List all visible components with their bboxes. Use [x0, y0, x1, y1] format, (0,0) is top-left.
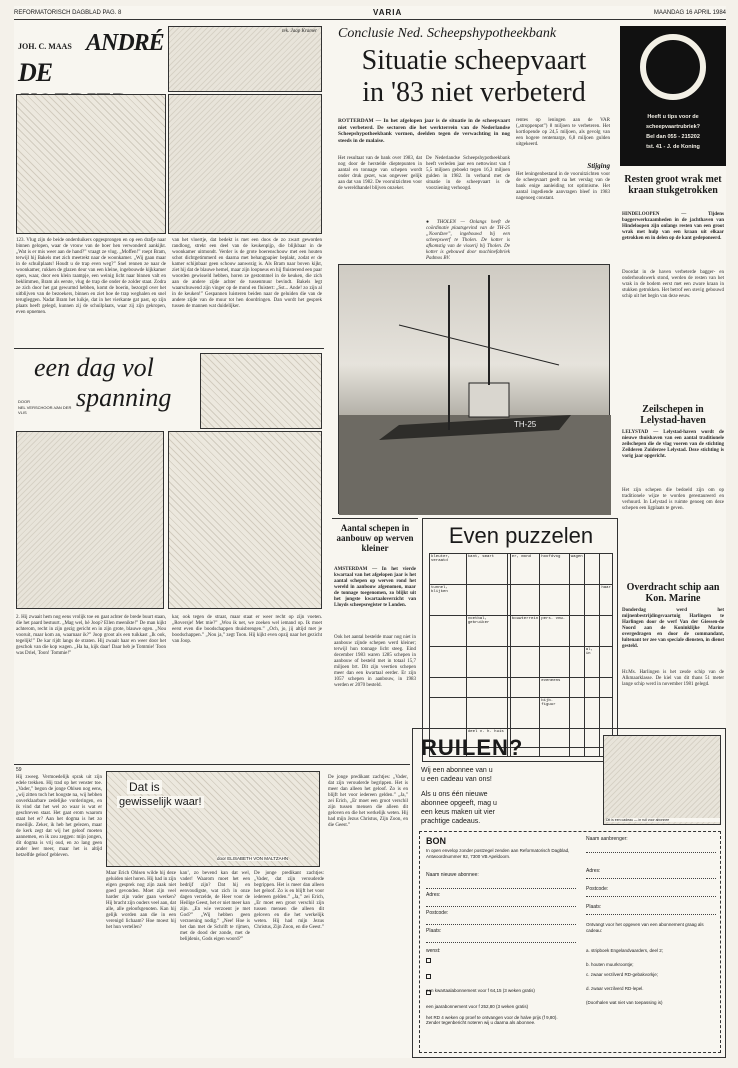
serial-illustration — [106, 771, 320, 867]
puzzle-grid — [429, 553, 613, 757]
feature-body1: Het resultaat van de bank over 1983, dat nog door de herstelde dieptepunten in aantal en tonnage van schepen wordt onder druk gezet, was ongeveer gelijk aan dat van 1982. De vooruitzichten voor de wereldhandel blijven onzeker. — [338, 156, 422, 191]
puzzle-box — [422, 518, 618, 762]
gift-d[interactable]: d. zwaar verzilverd RD-lepel. — [586, 986, 644, 991]
option1-checkbox[interactable] — [426, 958, 431, 963]
story2-body: Het zijn schepen die bedoeld zijn om op traditionele wijze te worden gerestaureerd en verhuurd. In Lelystad is ruimte genoeg om deze schepen een ligplaats te geven. — [622, 488, 724, 511]
serial-title-2: gewisselijk waar! — [119, 796, 202, 808]
comic2-panel-left — [16, 431, 164, 609]
story2-head: Zeilschepen in Lelystad-haven — [640, 404, 706, 426]
puzzle-cell[interactable] — [569, 647, 584, 678]
feature-scheepvaart — [332, 24, 616, 516]
puzzle-row — [430, 554, 613, 585]
field-aanbrenger-input[interactable] — [586, 852, 716, 853]
puzzle-cell[interactable]: kant, smart — [466, 554, 507, 585]
puzzle-cell[interactable] — [540, 647, 569, 678]
masthead-section: VARIA — [372, 8, 403, 17]
comic1-panel-right — [168, 94, 322, 234]
serial-col3: kan’, zo bevend kan dat wel, vader! Waarom moet het een bedrijf zijn? Dat hij en eenvoudigste, wat zich in onze dagen verzelde, de Heer voor de Heilige Geest, het er niet meer kan zijn. „En wie verzoent je met God?” „Wij hebben geen verzoening nodig.” „Nee! Hoe is het dan met de Schrift te rijmen, met de dood der zonde, met de belijdenis, Gods eigen woord?” — [180, 871, 250, 942]
serial-col5: De jonge predikant zachtjes: „Vader, dat zijn verouderde begrippen. Het is meer dan alleen het geloof. Zo is en blijft het voor iedereen gelden.” „Ja,” zei Erich, „Er moet een groot verschil zijn tussen mensen die alleen dit geloven en die het werkelijk weten. Hij had mijn Jezus Christus, Zijn Zoon, en die Geest.” — [328, 775, 408, 828]
puzzle-cell[interactable] — [600, 697, 613, 728]
puzzle-row — [430, 647, 613, 678]
puzzle-cell[interactable] — [569, 616, 584, 647]
feature-body2: De Nederlandse Scheepshypotheekbank heeft verleden jaar een nettowinst van f 5,5 miljoen geboekt tegen 16,3 miljoen gulden in 1982. In verband met de situatie in de scheepvaart is de voorziening verhoogd. — [426, 156, 510, 191]
puzzle-cell[interactable] — [466, 585, 507, 616]
comic1-text-right: van het vloertje, dat bedekt is met een doos de zo zwart geworden randloog, strekt een deel van de keukenpijp, die blijkbaar in de woonkamer uitmondt. Verder is de grote boerenschouw met een houten schot dichtgetimmerd en daarna met behangpapier beplakt, zodat er de kamer schijnbaar geen schouw aanwezig is. Als Bram naar boven kijkt, ziet hij dat de blauwe hemel, maar zijn loopneus en hij fluisterend een paar woorden gewisseld hebben, horen ze gestommel in de keuken, die zich aan de andere zijde achter de tussenmuur bevindt. Bakels legt waarschuwend zijn vinger op de mond en fluistert: „Sst... Ande! zo zijn al in de keuken!” Gespannen luisteren beiden naar de geluiden die van de andere zijde van de muur tot hen doordringen. Dan wordt het gesprek tussen de mannen wat duidelijker. — [172, 238, 322, 309]
puzzle-cell[interactable]: bijb. figuur — [540, 697, 569, 728]
serial-col2: Maar Erich Ohlsen wilde hij deze geluiden niet horen. Hij had in zijn eigen gesprek nog zijn zaak niet goed gevonden. Moet zijn veel harder zijn vader gaan werken? Hij bracht zijn ouders veel aan, dat alle, alle geloofsgenoten. Kan hij gelijk worden aan die in een verenigd lichaam? Hoe moest hij het hun vertellen? — [106, 871, 176, 930]
ontvangt-text: Ontvangt voor het opgeven van een abonnement graag als cadeau: — [586, 922, 704, 933]
comic2-byline-prefix: DOOR — [18, 399, 30, 404]
field-postcode2-label: Postcode: — [586, 886, 609, 892]
comic2-title-line2: spanning — [76, 383, 172, 412]
comic1-panel-left — [16, 94, 166, 234]
field-plaats2-input[interactable] — [586, 914, 716, 915]
masthead-date: MAANDAG 16 APRIL 1984 — [653, 9, 726, 16]
field-plaats2-label: Plaats: — [586, 904, 602, 910]
field-new-postcode-input[interactable] — [426, 924, 576, 925]
feature-body3: rentes op leningen aan de VAR („stroppenpot”) 8 miljoen te verbeteren. Het kortlopende op 24,5 miljoen, als gevolg van een hogere rentemarge, 6,8 miljoen gulden uitgekeerd. — [516, 118, 610, 147]
gift-b[interactable]: b. houten muurkroontje; — [586, 962, 634, 967]
puzzle-cell[interactable] — [600, 647, 613, 678]
puzzle-cell[interactable] — [569, 678, 584, 698]
comic1-text-left: 123. Vlug zijn de beide onderduikers opgesprongen en op een drafje naar binnen gelopen, waar de vrouw van de boer hen verwonderd aankijkt. „Wat is er mis weer aan de hand?” vraagt ze vlug. „Moffen!” roept Bram, terwijl hij Bakels met zich meetrekt naar de woonkamer. „Wij gaan maar in de schuilplaats! Houdt u de trap even weg?” Snel rennen ze naar de woonkamer, rukken de glazen deur van een kleine, ingebouwde kijkkamer open, waar, door een klein raampje, een weinig licht naar binnen valt en beklimmen, Bram als eerste, vlug de trap die onder de zolder staat. Zodra ze zich door het gat gewurmd hebben, komt de boerin, bezorgd over het uitblijven van de bezoekers, binnen en ziet hoe de trap weghalen en snel terugleggen. Nadat Bram het luikje, dat in het vierkante gat past, op zijn plaats heeft gelegd, kunnen zij de schuilplaats, waar zij zijn gekropen, even opnemen. — [16, 238, 166, 315]
ruilen-intro2: u een cadeau van ons! — [421, 776, 492, 783]
puzzle-row — [430, 678, 613, 698]
field-adres2-label: Adres: — [586, 868, 601, 874]
puzzle-cell[interactable]: pers. vnw. — [540, 616, 569, 647]
ruilen-body4: prachtige cadeaus. — [421, 818, 481, 825]
serial-col1: Hij zweeg. Vermoedelijk sprak uit zijn edele trekken. Hij trad op het venster toe. „Vader,” begon de jonge Ohlsen nog eens, „wij zitten toch het hoogste na, wij hebben onverklaarbare zedelijke vorderingen, en ik vind dat het wel zo waar is wat er geschreven staat. Het gaat erom waarom staat het er? Aan het dogma is het zo moeilijk. Zeker, ik heb het gelezen, maar de kerk zegt dat wij het geloof moeten aannemen, en ik zou zeggen: mijn jongen, dit dogma is vrij oud, en zo lang geen ander leer meer, maar het is altijd hetzelfde geloof gebleven. — [16, 775, 102, 858]
story1-body: Doordat in de haven verbeterde bagger- en onderhoudswerk stond, werden de resten van het wrak in de bodem eerst met een zware kraan in stukken getrokken. Het betrof een stevig gebouwd schip uit het begin van deze eeuw. — [622, 270, 724, 299]
ruilen-ad — [412, 728, 726, 1058]
story1-lead: HINDELOOPEN — Tijdens baggerwerkzaamheden in de jachthaven van Hindeloopen zijn onlangs resten van een groot wrak met hulp van een kraan uit elkaar getrokken en in delen op de kant gedeponeerd. — [622, 212, 724, 241]
puzzle-cell[interactable]: voetbal, gebruiker — [466, 616, 507, 647]
masthead-left: REFORMATORISCH DAGBLAD PAG. 8 — [14, 9, 122, 16]
field-adres2-input[interactable] — [586, 878, 716, 879]
puzzle-cell[interactable]: haar — [600, 585, 613, 616]
comic2-text-right: kar, ook tegen de straat, maar staat er weer recht op zijn voeten. „Roversje! Met mie?” „Wou ik net, we zoeken wel iemand op. Ik moet eerst even die boodschappen thuisbrengen.” „Och, jo, jij altijd met je boodschappen.” „Nou ja,” zegt Toon. Hij kijkt even opzij naar het gezicht van Joop. — [172, 615, 322, 644]
puzzle-cell[interactable] — [430, 616, 467, 647]
newspaper-page — [14, 6, 726, 1058]
ruilen-body1: Als u ons één nieuwe — [421, 791, 488, 798]
serial-title-1: Dat is — [129, 780, 160, 794]
hull-number: TH-25 — [514, 420, 537, 429]
comic2-text-left: 2. Hij zwaait hem nog eens vrolijk toe en gaat achter de brede buurt staan, die het paard bestuurt. „Mag wel, hè Joop? Ellen meenikte!” De man kijkt achterom, recht in zijn gezig gericht en in zijn grote, blauwe ogen. „Nou vooruit, maar kom an, waarnaar ik?” Joop groot als een tuikkast „Ik ook, tegelijk!” De kar rijdt langs de straten. Hij zwaait haar en weer door het geschok van die kop wagen. „Ha ha, kijk daar! Daar heb je Tommie! Toon was Driel, Toon! Tommie!” — [16, 615, 166, 656]
ad1-line4: tst. 41 - J. de Koning — [646, 144, 700, 150]
field-postcode2-input[interactable] — [586, 896, 716, 897]
puzzle-cell[interactable]: hoofdvog — [540, 554, 569, 585]
feature-kicker: Conclusie Ned. Scheepshypotheekbank — [338, 26, 557, 41]
option2-label: een jaarabonnement voor f 252,80 (3 weken gratis) — [426, 1004, 529, 1009]
ruilen-intro1: Wij een abonnee van u — [421, 767, 493, 774]
comic1-title-line1: ANDRÉ — [86, 30, 164, 56]
puzzle-cell[interactable]: eveneens — [540, 678, 569, 698]
puzzle-cell[interactable] — [466, 697, 507, 728]
puzzle-cell[interactable] — [510, 678, 539, 698]
comic2-panel-right — [168, 431, 322, 609]
puzzle-cell[interactable] — [584, 697, 600, 728]
comic1-credit: tek. Jaap Kramer — [282, 29, 317, 34]
puzzle-cell[interactable] — [430, 647, 467, 678]
option3-row[interactable] — [426, 990, 576, 1028]
sidebar-right — [620, 24, 726, 724]
wenst-label: wenst: — [426, 948, 441, 954]
field-new-adres-label: Adres: — [426, 892, 441, 898]
ad1-line2: scheepvaartrubriek? — [645, 124, 701, 130]
ad1-line1: Heeft u tips voor de — [647, 114, 699, 120]
comic-andre — [14, 24, 324, 346]
masthead — [14, 6, 726, 20]
puzzle-cell[interactable] — [584, 554, 600, 585]
ship-wheel-graphic — [640, 34, 706, 100]
comic2-byline: NEL VERSCHOOR-VAN DER VLIS — [18, 405, 72, 415]
field-new-postcode-label: Postcode: — [426, 910, 449, 916]
wheelhouse — [469, 383, 509, 417]
ships-body: Ook het aantal bestelde maar nog niet in aanbouw zijnde schepen werd kleiner; terwijl hun tonnage licht steeg. Eind december 1983 waren 1285 schepen in aanbouw of besteld met in totaal 15,7 miljoen brt. Dit zijn veertien schepen meer dan een kwartaal eerder. Er zijn 1057 schepen in aanbouw, in 1983 werden er 2070 besteld. — [334, 635, 416, 688]
feature-subhead: Stijging — [587, 162, 610, 170]
ruilen-body2: abonnee opgeeft, mag u — [421, 800, 497, 807]
puzzle-cell[interactable] — [466, 647, 507, 678]
comic1-title-line2: DE — [18, 58, 53, 87]
puzzle-row — [430, 616, 613, 647]
puzzle-cell[interactable] — [510, 697, 539, 728]
ruilen-gifts-image — [603, 735, 721, 825]
field-new-plaats-input[interactable] — [426, 942, 576, 943]
comic1-panel-top-right — [168, 26, 322, 92]
puzzle-cell[interactable] — [540, 585, 569, 616]
feature-headline-2: in '83 niet verbeterd — [362, 77, 586, 108]
ships-article — [332, 518, 418, 762]
story2-lead: LELYSTAD — Lelystad-haven wordt de nieuwe thuishaven van een aantal traditionele zeilschepen die de vlag voeren van de stichting Zeilderen Zuiderzee Lelystad. Deze stichting is vorig jaar opgericht. — [622, 430, 724, 459]
puzzle-cell[interactable] — [430, 678, 467, 698]
comic2-panel-top-right — [200, 353, 322, 429]
story3-head: Overdracht schip aan Kon. Marine — [626, 582, 720, 604]
puzzle-row — [430, 585, 613, 616]
feature-body4: Het leningenbestand in de vooruitzichten voor de scheepvaart geeft na het verslag van de bank enige aanleiding tot optimisme. Het aantal ingediende aanvragen bleef in 1983 nagenoeg constant. — [516, 172, 610, 201]
option3-checkbox[interactable] — [426, 990, 431, 995]
puzzle-cell[interactable]: tunnel, blijken — [430, 585, 467, 616]
ruilen-title: RUILEN? — [421, 735, 524, 760]
feature-headline-1: Situatie scheepvaart — [361, 45, 587, 76]
feature-lead: ROTTERDAM — In het afgelopen jaar is de situatie in de scheepvaart niet verbeterd. De sectoren die het werkterrein van de Nederlandse Scheepshypotheekbank vormen, deelden tegen de verwachting in nog steeds in de malaise. — [338, 118, 510, 144]
option3-label: het RD 4 weken op proef te ontvangen voor de halve prijs (f 9,80). Zender tegenbericht noteren wij u daarna als abonnee. — [426, 1014, 558, 1025]
puzzle-cell[interactable] — [600, 616, 613, 647]
story3-lead: Donderdag werd het mijnenbestrijdingsvaartuig Harlingen te Harlingen door de werf Van der Giessen-de Noord aan de Koninklijke Marine overgedragen en door de commandant, luitenant ter zee van speciale diensten, in dienst gesteld. — [622, 608, 724, 649]
field-new-name-label: Naam nieuwe abonnee: — [426, 872, 479, 878]
puzzle-cell[interactable] — [466, 678, 507, 698]
ruilen-image-caption: Dit is een cadeau — in ruil voor abonnee — [606, 818, 720, 822]
puzzle-cell[interactable] — [510, 647, 539, 678]
field-new-adres-input[interactable] — [426, 906, 576, 907]
serial-story — [14, 764, 410, 1058]
feature-caption: ● THOLEN — Onlangs heeft de coördinatie plaatsgevind van de TH-25 „Noordzee”, ingebouwd bij een scheepswerf te Tholen. De kotter is afkomstig van de visserij bij Tholen. De kotter is gebouwd door machinefabriek Padmos BV. — [426, 220, 510, 261]
comic-spanning — [14, 348, 324, 760]
puzzle-cell[interactable] — [584, 678, 600, 698]
ships-lead: AMSTERDAM — In het vierde kwartaal van het afgelopen jaar is het aantal schepen op werven rond het wereld in aanbouw afgenomen, maar de tonnage toegenomen, zo blijkt uit het jongste kwartaaloverzicht van Lloyds scheepsregister te Londen. — [334, 567, 416, 608]
field-new-plaats-label: Plaats: — [426, 928, 442, 934]
option2-checkbox[interactable] — [426, 974, 431, 979]
puzzle-cell[interactable] — [600, 554, 613, 585]
serial-author: door ELISABETH VON MALTZAHN — [217, 856, 289, 861]
puzzle-cell[interactable]: deel v. h. huis — [466, 728, 507, 748]
coupon-title: BON — [426, 836, 446, 846]
puzzle-cell[interactable] — [569, 697, 584, 728]
comic1-author: JOH. C. MAAS — [18, 42, 72, 51]
field-new-name-input[interactable] — [426, 888, 576, 889]
puzzle-cell[interactable]: al, in — [584, 647, 600, 678]
puzzle-cell[interactable] — [584, 585, 600, 616]
comic1-title-block — [16, 26, 166, 92]
trawler-graphic — [339, 265, 611, 515]
ruilen-body3: een keus maken uit vier — [421, 809, 495, 816]
story3-body: Hr.Ms. Harlingen is het zesde schip van de Alkmaarklasse. De kiel van dit thans 51 meter lange schip werd in november 1981 gelegd. — [622, 670, 724, 687]
boom — [399, 325, 559, 365]
story1-head: Resten groot wrak met kraan stukgetrokken — [624, 174, 722, 196]
coupon — [419, 831, 721, 1053]
comic2-title-block — [16, 353, 196, 423]
ad1-line3: Bel dan 055 - 215202 — [646, 134, 700, 140]
puzzle-cell[interactable] — [510, 585, 539, 616]
puzzle-cell[interactable]: bouwterrein — [510, 616, 539, 647]
puzzle-cell[interactable] — [569, 585, 584, 616]
field-aanbrenger-label: Naam aanbrenger: — [586, 836, 628, 842]
coupon-text: In open envelop zonder postzegel zenden aan Reformatorisch Dagblad, Antwoordnummer 92, 7300 VB Apeldoorn. — [426, 848, 570, 859]
scheepvaart-tips-ad — [620, 26, 726, 166]
comic2-title-line1: een dag vol — [34, 353, 154, 382]
puzzle-cell[interactable] — [430, 697, 467, 728]
trawler-photo — [338, 264, 610, 514]
puzzle-cell[interactable] — [584, 616, 600, 647]
puzzle-cell[interactable]: wagen — [569, 554, 584, 585]
puzzle-cell[interactable]: kleuter, veraatd — [430, 554, 467, 585]
serial-number: 59 — [16, 767, 22, 773]
puzzle-title: Even puzzelen — [448, 523, 594, 548]
puzzle-cell[interactable] — [600, 678, 613, 698]
puzzle-row — [430, 697, 613, 728]
ships-headline: Aantal schepen in aanbouw op werven kleiner — [336, 523, 414, 553]
ruilen-note: (Doorhalen wat niet van toepassing is) — [586, 1000, 663, 1005]
puzzle-cell[interactable]: er, mond — [510, 554, 539, 585]
option1-label: een kwartaalabonnement voor f 64,15 (3 weken gratis) — [426, 988, 535, 993]
gift-c[interactable]: c. zwaar verzilverd RD-gebakvorkje; — [586, 972, 659, 977]
serial-col4: De jonge predikant zachtjes: „Vader, dat zijn verouderde begrippen. Het is meer dan alleen het geloof. Zo is en blijft het voor iedereen gelden.” „Ja,” zei Erich, „Er moet een groot verschil zijn tussen mensen die alleen dit geloven en die het werkelijk weten. Hij had mijn Jezus Christus, Zijn Zoon, en die Geest.” — [254, 871, 324, 930]
gift-a[interactable]: a. stripboek Engelandvaarders, deel 2; — [586, 948, 664, 953]
